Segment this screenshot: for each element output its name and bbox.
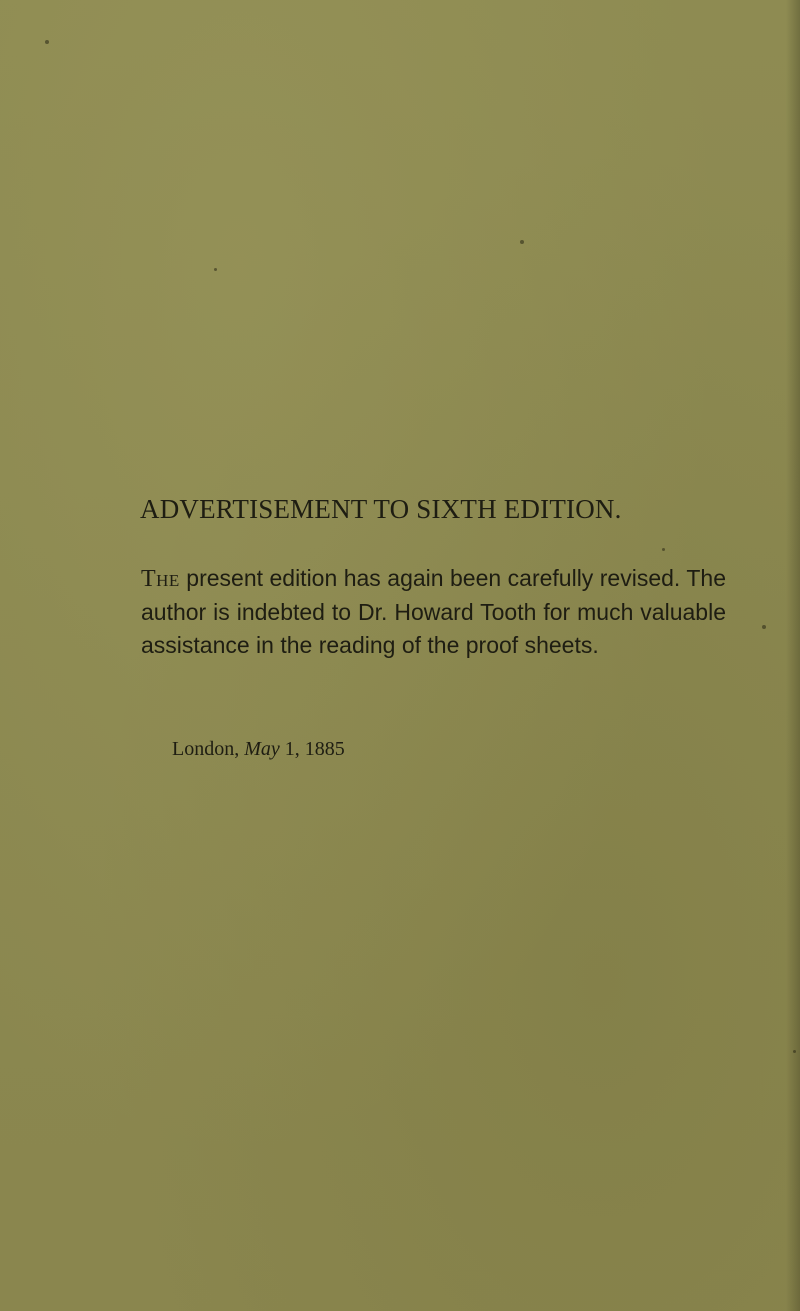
paragraph-lead-word: The <box>141 566 180 592</box>
signature-line <box>172 738 345 761</box>
page-heading: ADVERTISEMENT TO SIXTH EDITION. <box>140 494 622 524</box>
body-paragraph <box>141 562 726 662</box>
paper-speck <box>214 268 217 271</box>
paper-speck <box>662 548 665 551</box>
signature-date: 1, 1885 <box>284 738 345 760</box>
paper-speck <box>45 40 49 44</box>
signature-month: May <box>244 738 280 760</box>
signature-place: London, <box>172 738 240 760</box>
paper-speck <box>762 625 766 629</box>
paper-speck <box>793 1050 796 1053</box>
paper-speck <box>520 240 524 244</box>
paragraph-text: present edition has again been carefully revised. The author is indebted to Dr. Howard Tooth for much valuable assistance in the reading of the proof sheets. <box>141 565 726 658</box>
page-edge-shadow <box>786 0 800 1311</box>
